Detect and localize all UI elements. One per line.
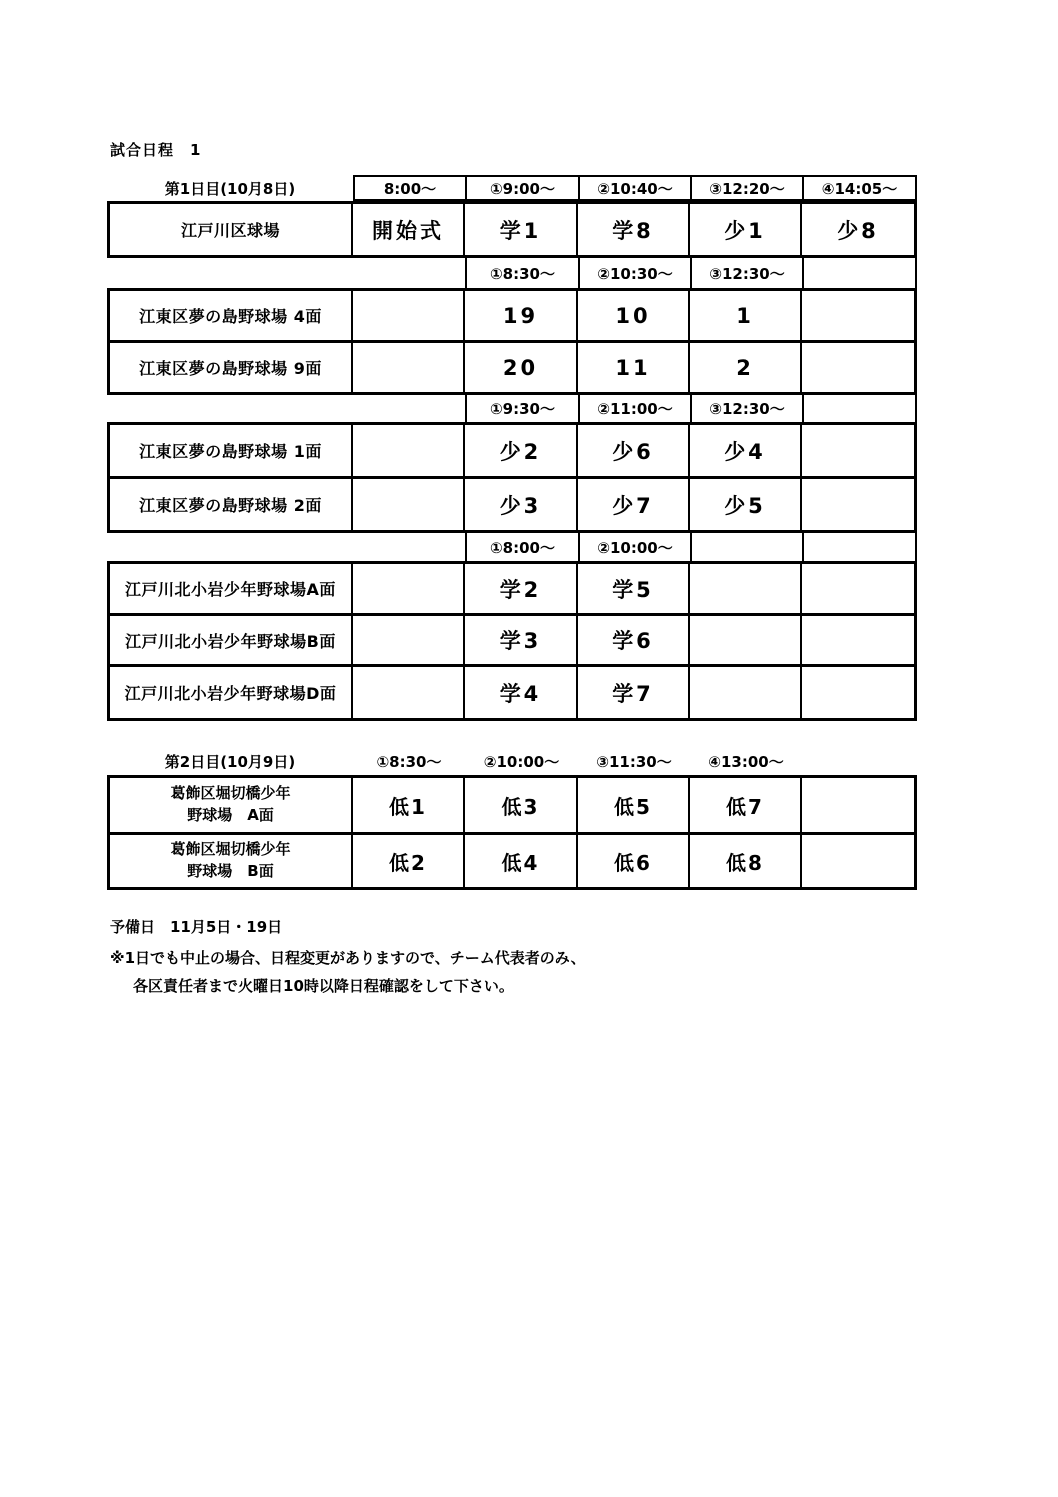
venue-name-line1: 葛飾区堀切橋少年 [170, 784, 291, 803]
time-header-cell: ③12:30～ [690, 395, 802, 422]
match-cell [802, 425, 914, 476]
venue-name-cell: 江東区夢の島野球場 4面 [110, 291, 353, 340]
match-cell [690, 564, 802, 613]
match-cell: 学7 [578, 667, 690, 718]
venue-row [110, 425, 914, 479]
empty-cell [107, 258, 353, 288]
time-subheader-row-1 [107, 258, 917, 288]
day1-label: 第1日目(10月8日) [164, 179, 296, 198]
match-cell: 少7 [578, 479, 690, 530]
match-cell [690, 667, 802, 718]
venue-row [110, 479, 914, 530]
match-cell: 少6 [578, 425, 690, 476]
day1-time-header-3: ③12:20～ [690, 175, 802, 201]
cancellation-note-line2: 各区責任者まで火曜日10時以降日程確認をして下さい。 [133, 977, 514, 995]
day1-time-header-1: ①9:00～ [465, 175, 578, 201]
match-cell: 学6 [578, 616, 690, 664]
match-cell: 低8 [690, 835, 802, 887]
day2-time-header-2: ③11:30～ [596, 753, 672, 771]
match-cell: 低4 [465, 835, 578, 887]
match-cell: 20 [465, 343, 578, 392]
match-cell: 低7 [690, 778, 802, 832]
empty-cell [353, 395, 465, 422]
match-cell [690, 616, 802, 664]
venue-row [110, 778, 914, 835]
day2-schedule-table [107, 748, 917, 890]
match-cell: 学5 [578, 564, 690, 613]
time-header-cell [802, 533, 917, 561]
time-header-cell: ①8:30～ [465, 258, 578, 288]
venue-name-line1: 葛飾区堀切橋少年 [170, 840, 291, 859]
match-cell: 学2 [465, 564, 578, 613]
venue-row [110, 667, 914, 718]
cancellation-note-line1: ※1日でも中止の場合、日程変更がありますので、チーム代表者のみ、 [110, 949, 586, 967]
match-cell [802, 479, 914, 530]
day1-time-header-0: 8:00～ [353, 175, 465, 201]
venue-name-line2: 野球場 B面 [187, 862, 274, 880]
match-cell [802, 564, 914, 613]
venue-name-cell: 江戸川北小岩少年野球場B面 [110, 616, 353, 664]
venue-row [110, 204, 914, 255]
day2-time-header-3: ④13:00～ [708, 753, 784, 771]
match-cell [802, 343, 914, 392]
match-cell: 少4 [690, 425, 802, 476]
match-cell [802, 667, 914, 718]
time-header-cell: ②10:00～ [578, 533, 690, 561]
match-cell: 少2 [465, 425, 578, 476]
venue-name-line2: 野球場 A面 [187, 806, 274, 824]
time-header-cell [802, 258, 917, 288]
day2-time-header-0: ①8:30～ [376, 753, 442, 771]
venue-row [110, 343, 914, 392]
match-cell: 低1 [353, 778, 465, 832]
match-cell: 10 [578, 291, 690, 340]
day1-time-header-2: ②10:40～ [578, 175, 690, 201]
venue-row [110, 564, 914, 616]
venue-name-cell: 江戸川北小岩少年野球場A面 [110, 564, 353, 613]
venue-name-cell: 江東区夢の島野球場 9面 [110, 343, 353, 392]
day1-time-header-4: ④14:05～ [802, 175, 917, 201]
day1-header-row [107, 175, 917, 201]
time-header-cell [690, 533, 802, 561]
empty-cell [353, 258, 465, 288]
time-header-cell [802, 395, 917, 422]
match-cell [353, 343, 465, 392]
match-cell [353, 425, 465, 476]
empty-cell [107, 395, 353, 422]
time-subheader-row-2 [107, 395, 917, 422]
match-cell: 少3 [465, 479, 578, 530]
venue-name-cell: 江東区夢の島野球場 1面 [110, 425, 353, 476]
match-cell: 2 [690, 343, 802, 392]
time-header-cell: ②11:00～ [578, 395, 690, 422]
time-subheader-row-3 [107, 533, 917, 561]
empty-cell [802, 748, 917, 775]
time-header-cell: ②10:30～ [578, 258, 690, 288]
match-cell [802, 616, 914, 664]
match-cell: 低6 [578, 835, 690, 887]
venue-group-horikiribashi [107, 775, 917, 890]
match-cell: 低5 [578, 778, 690, 832]
match-cell: 開始式 [353, 204, 465, 255]
match-cell: 11 [578, 343, 690, 392]
venue-name-cell: 江戸川区球場 [110, 204, 353, 255]
match-cell: 19 [465, 291, 578, 340]
match-cell [353, 616, 465, 664]
match-cell [353, 479, 465, 530]
venue-name-cell [110, 778, 353, 832]
day2-header-row [107, 748, 917, 775]
match-cell: 学1 [465, 204, 578, 255]
match-cell: 少8 [837, 218, 879, 243]
day2-time-header-1: ②10:00～ [483, 753, 560, 771]
venue-group-kitakoiwa [107, 561, 917, 721]
venue-group-yumenoshima-1-2 [107, 422, 917, 533]
page-title: 試合日程 1 [110, 141, 202, 159]
match-cell [802, 835, 914, 887]
venue-name-cell: 江戸川北小岩少年野球場D面 [110, 667, 353, 718]
venue-row [110, 835, 914, 887]
time-header-cell: ①9:30～ [465, 395, 578, 422]
match-cell [802, 291, 914, 340]
match-cell: 少1 [690, 204, 802, 255]
match-cell: 学4 [465, 667, 578, 718]
venue-name-cell [110, 835, 353, 887]
venue-name-cell: 江東区夢の島野球場 2面 [110, 479, 353, 530]
match-cell: 少5 [690, 479, 802, 530]
day2-label: 第2日目(10月9日) [164, 753, 296, 771]
match-cell: 低3 [465, 778, 578, 832]
reserve-day-note: 予備日 11月5日・19日 [110, 918, 283, 936]
match-cell [353, 291, 465, 340]
match-cell [802, 778, 914, 832]
match-cell: 学3 [465, 616, 578, 664]
time-header-cell: ③12:30～ [690, 258, 802, 288]
match-cell: 低2 [353, 835, 465, 887]
venue-row [110, 291, 914, 343]
venue-row [110, 616, 914, 667]
time-header-cell: ①8:00～ [465, 533, 578, 561]
empty-cell [353, 533, 465, 561]
venue-group-edogawa-stadium [107, 201, 917, 258]
match-cell: 1 [690, 291, 802, 340]
empty-cell [107, 533, 353, 561]
match-cell: 学8 [578, 204, 690, 255]
match-cell [353, 667, 465, 718]
match-cell [353, 564, 465, 613]
venue-group-yumenoshima-4-9 [107, 288, 917, 395]
day1-schedule-table [107, 175, 917, 721]
